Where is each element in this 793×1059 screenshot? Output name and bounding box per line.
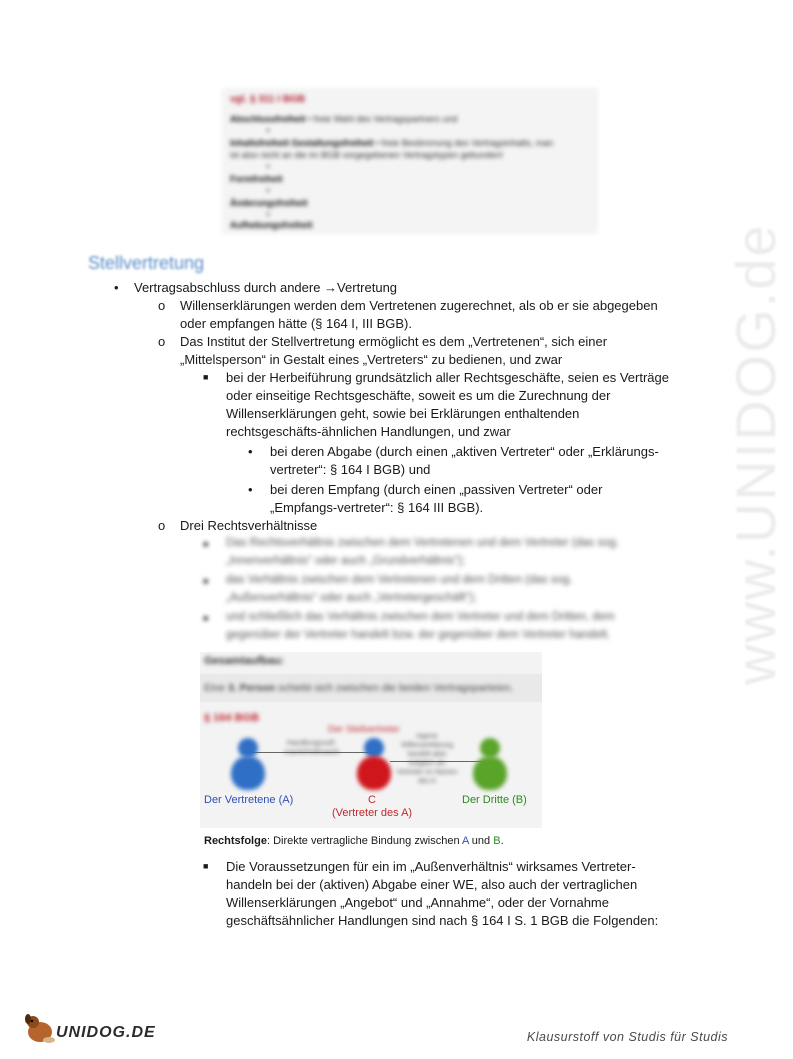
blurred-list-item: „Außenverhältnis“ oder auch „Vertretergeschäft“); [226, 592, 477, 604]
bullet-circle-icon: o [158, 334, 166, 349]
section-heading: Stellvertretung [88, 253, 205, 273]
bullet-square-icon: ■ [203, 861, 209, 871]
arrow-label: eigene Willenserklärung handelt aber lediglich als Vertreter im Namen des A [396, 733, 458, 785]
list-item: Vertragsabschluss durch andere →Vertretung [134, 280, 398, 295]
arrow-down-icon: ▾ [266, 186, 271, 195]
person-c-icon [357, 756, 391, 790]
person-b-body [473, 756, 507, 790]
blurred-list-item: Das Rechtsverhältnis zwischen dem Vertretenen und dem Vertreter (das sog. [226, 537, 620, 549]
legal-consequence: Rechtsfolge: Direkte vertragliche Bindung zwischen A und B. [204, 835, 504, 847]
list-item-cont: „Mittelsperson“ in Gestalt eines „Vertreters“ zu bedienen, und zwar [180, 352, 563, 367]
list-item-cont: geschäftsähnlicher Handlungen sind nach § 164 I S. 1 BGB die Folgenden: [226, 913, 659, 928]
bullet-square-icon: ■ [203, 576, 209, 586]
arrow-down-icon: ▾ [266, 162, 271, 171]
list-item-cont: rechtsgeschäfts-ähnlichen Handlungen, und zwar [226, 424, 511, 439]
middle-label: Der Stellvertreter [328, 724, 400, 735]
list-item-cont: handeln bei der (aktiven) Abgabe einer WE, also auch der vertraglichen [226, 877, 638, 892]
party-c-label: C [368, 794, 376, 806]
person-b-icon [480, 738, 500, 758]
party-a-label: Der Vertretene (A) [204, 794, 294, 806]
party-b-label: Der Dritte (B) [462, 794, 527, 806]
arrow-down-icon: ▾ [266, 126, 271, 135]
blurred-list-item: gegenüber der Vertreter handelt bzw. der gegenüber dem Vertreter handelt. [226, 629, 611, 641]
person-a-icon [238, 738, 258, 758]
bullet-square-icon: ■ [203, 372, 209, 382]
person-a-body [231, 756, 265, 790]
list-item: Drei Rechtsverhältnisse [180, 518, 318, 533]
blurred-list-item: und schließlich das Verhältnis zwischen dem Vertreter und dem Dritten, dem [226, 611, 615, 623]
bullet-dot-icon: • [114, 280, 119, 295]
legal-summary-box [222, 88, 598, 234]
law-reference: vgl. § 311 I BGB [230, 94, 306, 105]
list-item-cont: „Empfangs-vertreter“: § 164 III BGB). [270, 500, 484, 515]
summary-row: Aufhebungsfreiheit [230, 220, 313, 230]
list-item: bei der Herbeiführung grundsätzlich aller Rechtsgeschäfte, seien es Verträge [226, 370, 669, 385]
diagram-law-reference: § 164 BGB [204, 712, 260, 724]
logo-text: UNIDOG.DE [56, 1024, 156, 1041]
summary-row: Formfreiheit [230, 174, 283, 184]
bullet-square-icon: ■ [203, 539, 209, 549]
list-item: Willenserklärungen werden dem Vertretenen zugerechnet, als ob er sie abgegeben [180, 298, 658, 313]
bullet-dot-icon: • [248, 482, 253, 497]
list-item: Die Voraussetzungen für ein im „Außenverhältnis“ wirksames Vertreter- [226, 859, 636, 874]
diagram-intro: Eine 3. Person schiebt sich zwischen die beiden Vertragsparteien. [204, 682, 514, 694]
arrow-label: Handlungsvoll- macht/Vollmacht [284, 738, 340, 756]
footer-tagline: Klausurstoff von Studis für Studis [526, 1030, 728, 1044]
list-item-cont: oder einseitige Rechtsgeschäfte, soweit es um die Zurechnung der [226, 388, 611, 403]
party-c-sublabel: (Vertreter des A) [332, 807, 413, 819]
summary-row: Abschlussfreiheit • freie Wahl des Vertragspartners und [230, 114, 458, 124]
bullet-square-icon: ■ [203, 613, 209, 623]
summary-row: Änderungsfreiheit [230, 198, 308, 208]
blurred-list-item: „Innenverhältnis“ oder auch „Grundverhältnis“); [226, 555, 466, 567]
list-item-cont: vertreter“: § 164 I BGB) und [270, 462, 431, 477]
dog-logo-icon [22, 1012, 58, 1046]
list-item: Das Institut der Stellvertretung ermöglicht es dem „Vertretenen“, sich einer [180, 334, 608, 349]
bullet-circle-icon: o [158, 298, 166, 313]
person-c-head [364, 738, 384, 758]
list-item: bei deren Abgabe (durch einen „aktiven Vertreter“ oder „Erklärungs- [270, 444, 659, 459]
summary-row: ist also nicht an die im BGB vorgegebenen Vertragstypen gebunden! [230, 150, 504, 160]
list-item-cont: Willenserklärungen geht, sowie bei Erklärungen enthaltenden [226, 406, 580, 421]
bullet-dot-icon: • [248, 444, 253, 459]
list-item-cont: Willenserklärungen „Angebot“ und „Annahme“, oder der Vornahme [226, 895, 609, 910]
list-item-cont: oder empfangen hätte (§ 164 I, III BGB). [180, 316, 412, 331]
blurred-list-item: das Verhältnis zwischen dem Vertretenen und dem Dritten (das sog. [226, 574, 573, 586]
list-item: bei deren Empfang (durch einen „passiven Vertreter“ oder [270, 482, 603, 497]
representation-diagram [200, 652, 542, 828]
diagram-heading: Gesamtaufbau: [204, 655, 285, 667]
summary-row: Inhaltsfreiheit Gestaltungsfreiheit • freie Bestimmung des Vertragsinhalts, man [230, 138, 554, 148]
arrow-down-icon: ▾ [266, 210, 271, 219]
watermark: www.UNIDOG.de [724, 223, 787, 685]
bullet-circle-icon: o [158, 518, 166, 533]
